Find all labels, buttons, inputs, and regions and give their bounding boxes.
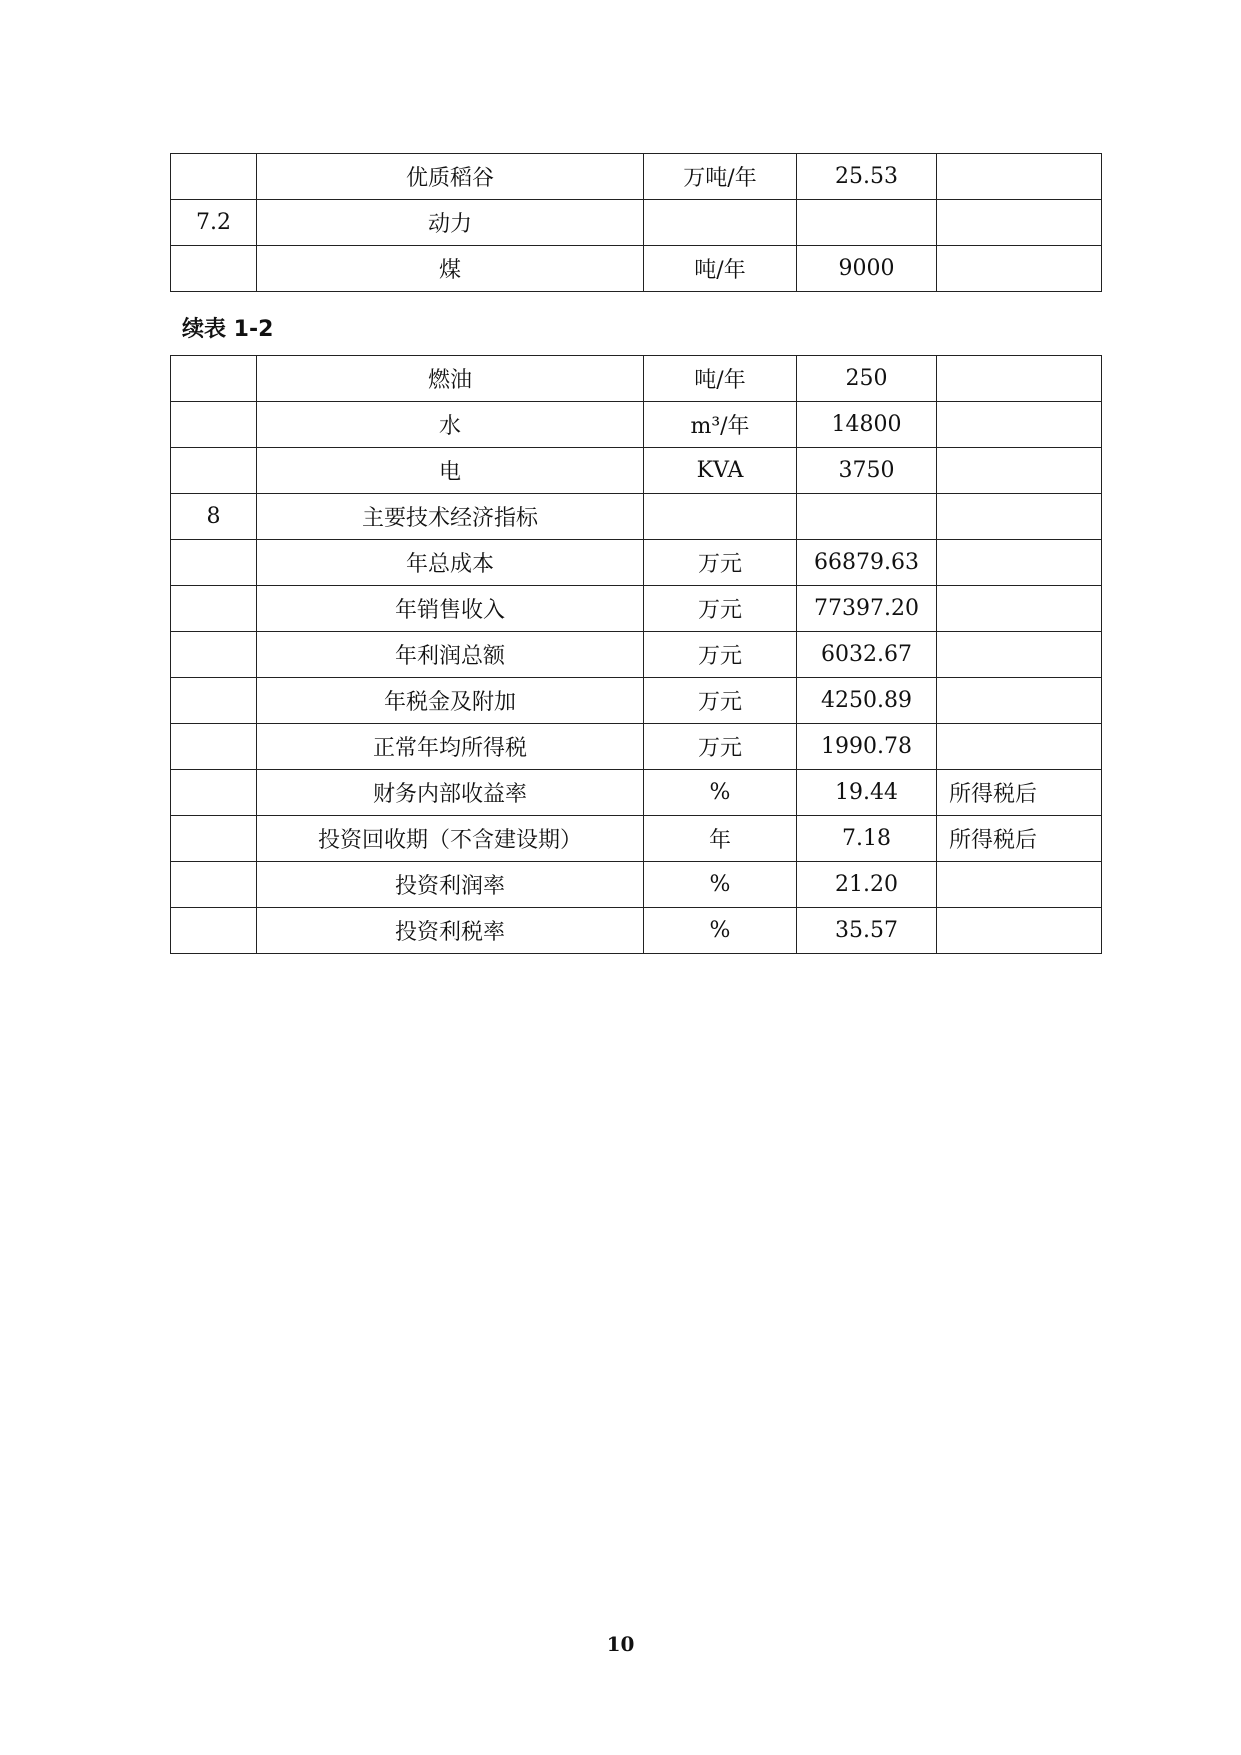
cell-item: 动力 <box>257 200 644 246</box>
cell-value <box>797 494 937 540</box>
cell-note <box>937 246 1102 292</box>
table-row <box>171 678 1102 724</box>
table-row <box>171 632 1102 678</box>
table-1-2-continued <box>170 355 1102 954</box>
cell-value: 9000 <box>797 246 937 292</box>
cell-number <box>171 632 257 678</box>
table-row <box>171 448 1102 494</box>
table-row <box>171 724 1102 770</box>
cell-item: 燃油 <box>257 356 644 402</box>
cell-number <box>171 586 257 632</box>
cell-number <box>171 154 257 200</box>
cell-value: 3750 <box>797 448 937 494</box>
table-row <box>171 200 1102 246</box>
cell-note <box>937 494 1102 540</box>
cell-number <box>171 862 257 908</box>
cell-unit <box>644 494 797 540</box>
cell-number <box>171 678 257 724</box>
cell-note <box>937 908 1102 954</box>
cell-unit: m³/年 <box>644 402 797 448</box>
cell-note <box>937 200 1102 246</box>
cell-note <box>937 154 1102 200</box>
cell-value: 66879.63 <box>797 540 937 586</box>
table-row <box>171 402 1102 448</box>
table-row <box>171 586 1102 632</box>
cell-item: 投资利润率 <box>257 862 644 908</box>
cell-number <box>171 402 257 448</box>
cell-note <box>937 586 1102 632</box>
table-row <box>171 246 1102 292</box>
cell-item: 优质稻谷 <box>257 154 644 200</box>
cell-item: 水 <box>257 402 644 448</box>
table-row <box>171 816 1102 862</box>
cell-unit: KVA <box>644 448 797 494</box>
cell-value: 25.53 <box>797 154 937 200</box>
cell-unit: % <box>644 770 797 816</box>
cell-unit: % <box>644 908 797 954</box>
cell-note <box>937 678 1102 724</box>
table-row <box>171 356 1102 402</box>
cell-number: 7.2 <box>171 200 257 246</box>
cell-number <box>171 448 257 494</box>
cell-value: 1990.78 <box>797 724 937 770</box>
cell-item: 年税金及附加 <box>257 678 644 724</box>
cell-number <box>171 724 257 770</box>
cell-item: 投资回收期（不含建设期） <box>257 816 644 862</box>
cell-note <box>937 862 1102 908</box>
cell-value: 6032.67 <box>797 632 937 678</box>
cell-item: 电 <box>257 448 644 494</box>
cell-item: 年销售收入 <box>257 586 644 632</box>
table-row <box>171 540 1102 586</box>
cell-value: 14800 <box>797 402 937 448</box>
cell-item: 年利润总额 <box>257 632 644 678</box>
cell-value <box>797 200 937 246</box>
cell-item: 年总成本 <box>257 540 644 586</box>
cell-value: 77397.20 <box>797 586 937 632</box>
cell-number <box>171 540 257 586</box>
cell-unit: 吨/年 <box>644 246 797 292</box>
cell-note <box>937 632 1102 678</box>
cell-item: 财务内部收益率 <box>257 770 644 816</box>
cell-number: 8 <box>171 494 257 540</box>
table-row <box>171 908 1102 954</box>
cell-unit: 年 <box>644 816 797 862</box>
cell-note <box>937 540 1102 586</box>
page-number: 10 <box>606 1632 635 1656</box>
table-row <box>171 154 1102 200</box>
cell-value: 21.20 <box>797 862 937 908</box>
cell-note <box>937 356 1102 402</box>
cell-note <box>937 724 1102 770</box>
cell-value: 4250.89 <box>797 678 937 724</box>
table-continued-top <box>170 153 1102 292</box>
cell-unit: % <box>644 862 797 908</box>
table-row <box>171 862 1102 908</box>
cell-unit: 万元 <box>644 724 797 770</box>
cell-item: 主要技术经济指标 <box>257 494 644 540</box>
cell-number <box>171 908 257 954</box>
cell-value: 7.18 <box>797 816 937 862</box>
cell-value: 19.44 <box>797 770 937 816</box>
table-row <box>171 494 1102 540</box>
cell-unit: 万元 <box>644 586 797 632</box>
table-caption: 续表 1-2 <box>182 317 274 342</box>
cell-item: 正常年均所得税 <box>257 724 644 770</box>
cell-unit: 吨/年 <box>644 356 797 402</box>
cell-unit <box>644 200 797 246</box>
cell-number <box>171 816 257 862</box>
table-row <box>171 770 1102 816</box>
cell-number <box>171 356 257 402</box>
cell-number <box>171 770 257 816</box>
cell-value: 35.57 <box>797 908 937 954</box>
cell-note <box>937 402 1102 448</box>
cell-number <box>171 246 257 292</box>
cell-unit: 万元 <box>644 632 797 678</box>
cell-note: 所得税后 <box>937 816 1102 862</box>
cell-unit: 万吨/年 <box>644 154 797 200</box>
cell-value: 250 <box>797 356 937 402</box>
cell-note: 所得税后 <box>937 770 1102 816</box>
cell-item: 投资利税率 <box>257 908 644 954</box>
cell-unit: 万元 <box>644 678 797 724</box>
cell-note <box>937 448 1102 494</box>
cell-unit: 万元 <box>644 540 797 586</box>
cell-item: 煤 <box>257 246 644 292</box>
